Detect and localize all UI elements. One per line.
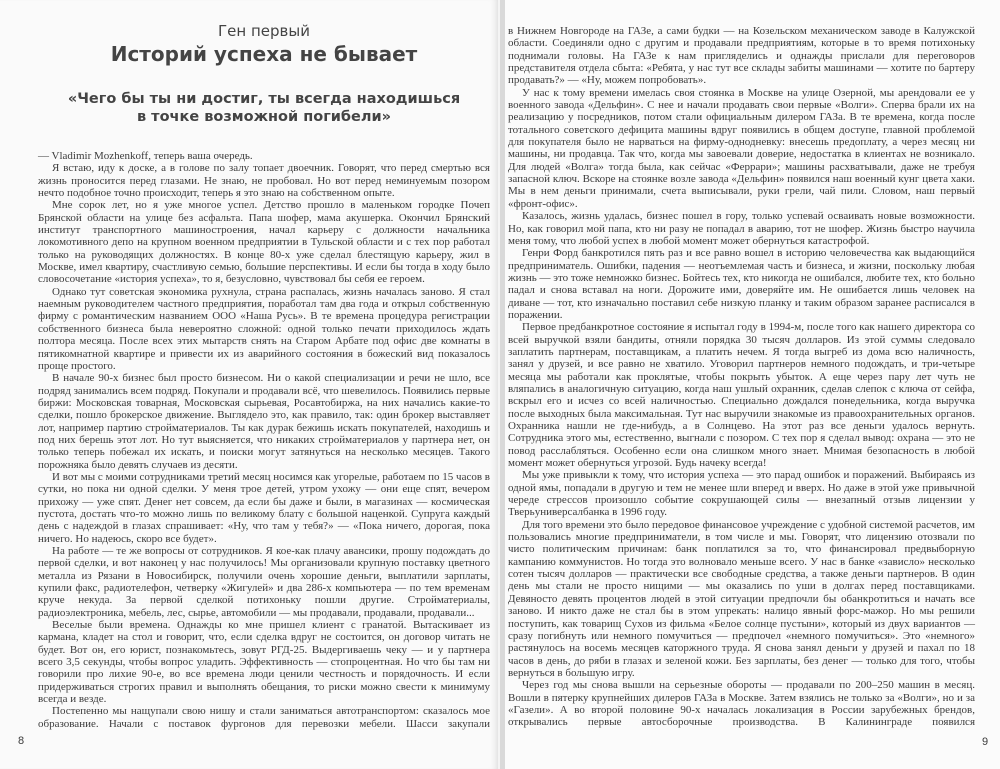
chapter-title: Историй успеха не бывает	[110, 42, 418, 66]
left-page	[0, 0, 498, 769]
paragraph: Через год мы снова вышли на серьезные обороты — продавали по 200–250 машин в месяц. Вошли в пятерку крупнейших дилеров ГАЗа в Москве. Затем взялись не только за «Волги», но и за «Газели». А во второй половине 90-х началась локализация в России зарубежных брендов, открывались первые автосборочные производства. В Калининграде появился	[508, 679, 975, 729]
paragraph: Генри Форд банкротился пять раз и все равно вошел в историю человечества как выдающийся предприниматель. Ошибки, падения — неотъемлемая часть и бизнеса, и жизни, поскольку любая жизнь — это тоже немножко бизнес. Бойтесь тех, кто никогда не ошибался, любите тех, кто больно падал и снова вставал на ноги. Дорожите ими, доверяйте им. Не ошибается лишь человек на диване — тот, кто изначально поставил себе низкую планку и таким образом заранее расписался в поражении.	[508, 247, 975, 321]
page-number: 8	[18, 735, 25, 747]
paragraph: Для того времени это было передовое финансовое учреждение с удобной системой расчетов, им пользовались многие предприниматели, в том числе и мы. Говорят, что лицензию отозвали по чисто политическим причинам: банк поплатился за то, что финансировал предвыборную кампанию коммунистов. Но тогда это волновало меньше всего. У нас в банке «зависло» несколько сотен тысяч долларов — практически все свободные средства, а также деньги партнеров. В один день мы стали не просто нищими — мы оказались по уши в долгах перед поставщиками. Девяносто девять процентов людей в этой ситуации предпочли бы обанкротиться и начать все заново. И никто даже не стал бы в этом упрекать: налицо явный форс-мажор. Но мы решили поступить, как товарищ Сухов из фильма «Белое солнце пустыни», который из двух вариантов — сразу погибнуть или немного помучиться — предпочел «немного помучиться». Это «немного» растянулось на восемь месяцев каторжного труда. Я снова занял деньги у друзей и пахал по 18 часов в день, до ряби в глазах и зеленой кожи. Без зарплаты, без денег — только для того, чтобы вернуться в большую игру.	[508, 518, 975, 679]
body-text	[508, 25, 975, 729]
paragraph: На работе — те же вопросы от сотрудников. Я кое-как плачу авансики, прошу подождать до первой сделки, и вот наконец у нас получилось! Мы организовали крупную поставку цветного металла из Рязани в Новосибирск, получили очень хорошие деньги, выплатили зарплаты, купили факс, радиотелефон, четверку «Жигулей» и два 286-х компьютера — по тем временам круче некуда. За первой сделкой потихоньку пошли другие. Стройматериалы, радиоэлектроника, мебель, лес, сырье, автомобили — мы продавали, продавали, продавали...	[38, 545, 490, 619]
chapter-label: Ген первый	[218, 22, 310, 40]
paragraph: Первое предбанкротное состояние я испытал году в 1994-м, после того как нашего директора со всей выручкой взяли бандиты, отняли порядка 30 тысяч долларов. Из этой суммы следовало заплатить партнерам, поставщикам, а платить нечем. Я тогда выгреб из дома всю наличность, занял у друзей, и все равно не хватило. Уговорил партнеров немного подождать, и три-четыре месяца мы работали как проклятые, чтобы покрыть убыток. А еще через пару лет чуть не вляпались в аналогичную ситуацию, когда наш ушлый охранник, сделав слепок с ключа от сейфа, вскрыл его и исчез со всей наличностью. Специально дождался понедельника, когда выручка после выходных была максимальная. Тут нас выручили знакомые из правоохранительных органов. Охранника нашли не где-нибудь, а в Солнцево. На этот раз все деньги удалось вернуть. Сотрудника этого мы, естественно, выгнали с позором. С тех пор я сделал вывод: охрана — это не повод расслабляться. Особенно если она слишком много знает. Мнимая безопасность в любой момент может обернуться угрозой. Будь начеку всегда!	[508, 321, 975, 470]
paragraph: Я встаю, иду к доске, а в голове по залу топает двоечник. Говорят, что перед смертью вся жизнь проносится перед глазами. Не знаю, не пробовал. Но вот перед неминуемым позором нечто подобное точно происходит, теперь я это знаю на собственном опыте.	[38, 162, 490, 200]
paragraph: Однако тут советская экономика рухнула, страна распалась, жизнь началась заново. Я стал наемным руководителем частного предприятия, поработал там два года и открыл собственную фирму с романтическим названием ООО «Наша Русь». В те времена процедура регистрации собственного бизнеса была невероятно сложной: одной только печати приходилось ждать полтора месяца. После всех этих мытарств снять на Старом Арбате под офис две комнаты в пятикомнатной квартире и привести их из аварийного состояния в божеский вид показалось проще простого.	[38, 285, 490, 372]
paragraph: Мы уже привыкли к тому, что история успеха — это парад ошибок и поражений. Выбираясь из одной ямы, попадали в другую и тем не менее шли вперед и вверх. Но даже в этой уже привычной череде стрессов произошло событие сокрушающей силы — внезапный отзыв лицензии у Тверьуниверсалбанка в 1996 году.	[508, 469, 975, 519]
paragraph: Мне сорок лет, но я уже многое успел. Детство прошло в маленьком городке Почеп Брянской области на улице без асфальта. Папа шофер, мама акушерка. Окончил Брянский институт транспортного машиностроения, начал карьеру с должности начальника локомотивного депо на крупном военном предприятии в Тульской области и с тех пор работал только на руководящих должностях. В конце 80-х уже сделал блестящую карьеру, жил в Москве, имел квартиру, счастливую семью, большие перспективы. И если бы тогда в ходу было словосочетание «история успеха», то я, безусловно, чувствовал бы себя ее героем.	[38, 199, 490, 286]
paragraph: В начале 90-х бизнес был просто бизнесом. Ни о какой специализации и речи не шло, все подряд занимались всем подряд. Покупали и продавали всё, что шевелилось. Появились первые биржи: Московская товарная, Московская сырьевая, Росавтобиржа, на них начались какие-то сделки, пошло брокерское движение. Выглядело это, как правило, так: один брокер выставляет лот, например партию стройматериалов. Ты как дурак бежишь искать покупателей, находишь и под них берешь этот лот. Но тут выясняется, что никаких стройматериалов у партнера нет, он только теперь побежал их искать, и поиски могут затянуться на несколько месяцев. Такого порожняка было девять случаев из десяти.	[38, 372, 490, 471]
paragraph: И вот мы с моими сотрудниками третий месяц носимся как угорелые, работаем по 15 часов в сутки, но пока ни одной сделки. У меня трое детей, утром ухожу — они еще спят, вечером прихожу — уже спят. Денег нет совсем, да если бы даже и были, в магазинах — космическая пустота, достать что-то можно лишь по великому блату с большой наценкой. Супруга каждый день с надеждой в глазах спрашивает: «Ну, что там у тебя?» — «Пока ничего, дорогая, пока ничего. Но надеюсь, скоро все будет».	[38, 470, 490, 545]
right-page	[500, 0, 1000, 769]
paragraph: Веселые были времена. Однажды ко мне пришел клиент с гранатой. Вытаскивает из кармана, кладет на стол и говорит, что, если сделка вдруг не состоится, он договор читать не будет. Вот он, его юрист, познакомьтесь, зовут РГД-25. Выдергиваешь чеку — и у партнера всего 3,5 секунды, чтобы вопрос уладить. Эффективность — стопроцентная. Но что бы там ни говорили про лихие 90-е, во все времена люди ценили честность и порядочность. И если придерживаться строгих правил и выполнять обещания, то риски можно свести к минимуму всегда и везде.	[38, 619, 490, 706]
paragraph: Казалось, жизнь удалась, бизнес пошел в гору, только успевай осваивать новые возможности. Но, как говорил мой папа, кто ни разу не попадал в аварию, тот не шофер. Жизнь быстро научила меня тому, что любой успех в любой момент может обернуться катастрофой.	[508, 210, 975, 247]
epigraph	[38, 90, 490, 126]
paragraph: У нас к тому времени имелась своя стоянка в Москве на улице Озерной, мы арендовали ее у военного завода «Дельфин». С нее и начали продавать свои первые «Волги». Сперва брали их на реализацию у посредников, потом стали официальным дилером ГАЗа. В те времена, когда после тотального советского дефицита машины вдруг появились в общем доступе, главной проблемой для покупателя было не нарваться на фирму-однодневку: внесешь предоплату, а через месяц ни машины, ни продавца. Так что, когда мы завоевали доверие, недостатка в клиентах не возникало. Для людей «Волга» тогда была, как сейчас «Феррари»; машины расхватывали, даже не требуя запасной ключ. Вскоре на стоянке возле завода «Дельфин» появился наш военный кунг цвета хаки. Мы в нем деньги принимали, счета выписывали, руки грели, чай пили. Словом, наш первый «фронт-офис».	[508, 86, 975, 210]
body-text	[38, 150, 490, 730]
paragraph: в Нижнем Новгороде на ГАЗе, а сами будки — на Козельском механическом заводе в Калужской области. Соединяли одно с другим и продавали предприятиям, которые в то время потихоньку поднимали головы. На ГАЗе к нам пригляделись и однажды прислали для переговоров представителя отдела сбыта: «Ребята, у нас тут все склады забиты машинами — хотите по бартеру продавать?» — «Ну, можем попробовать».	[508, 25, 975, 87]
paragraph: — Vladimir Mozhenkoff, теперь ваша очередь.	[38, 150, 253, 162]
epigraph-line: в точке возможной погибели»	[136, 109, 392, 125]
page-number: 9	[982, 736, 989, 748]
epigraph-line: «Чего бы ты ни достиг, ты всегда находишься	[67, 91, 461, 107]
paragraph: Постепенно мы нащупали свою нишу и стали заниматься автотранспортом: сказалось мое образование. Начали с поставок фургонов для перевозки мебели. Шасси закупали	[38, 705, 490, 730]
